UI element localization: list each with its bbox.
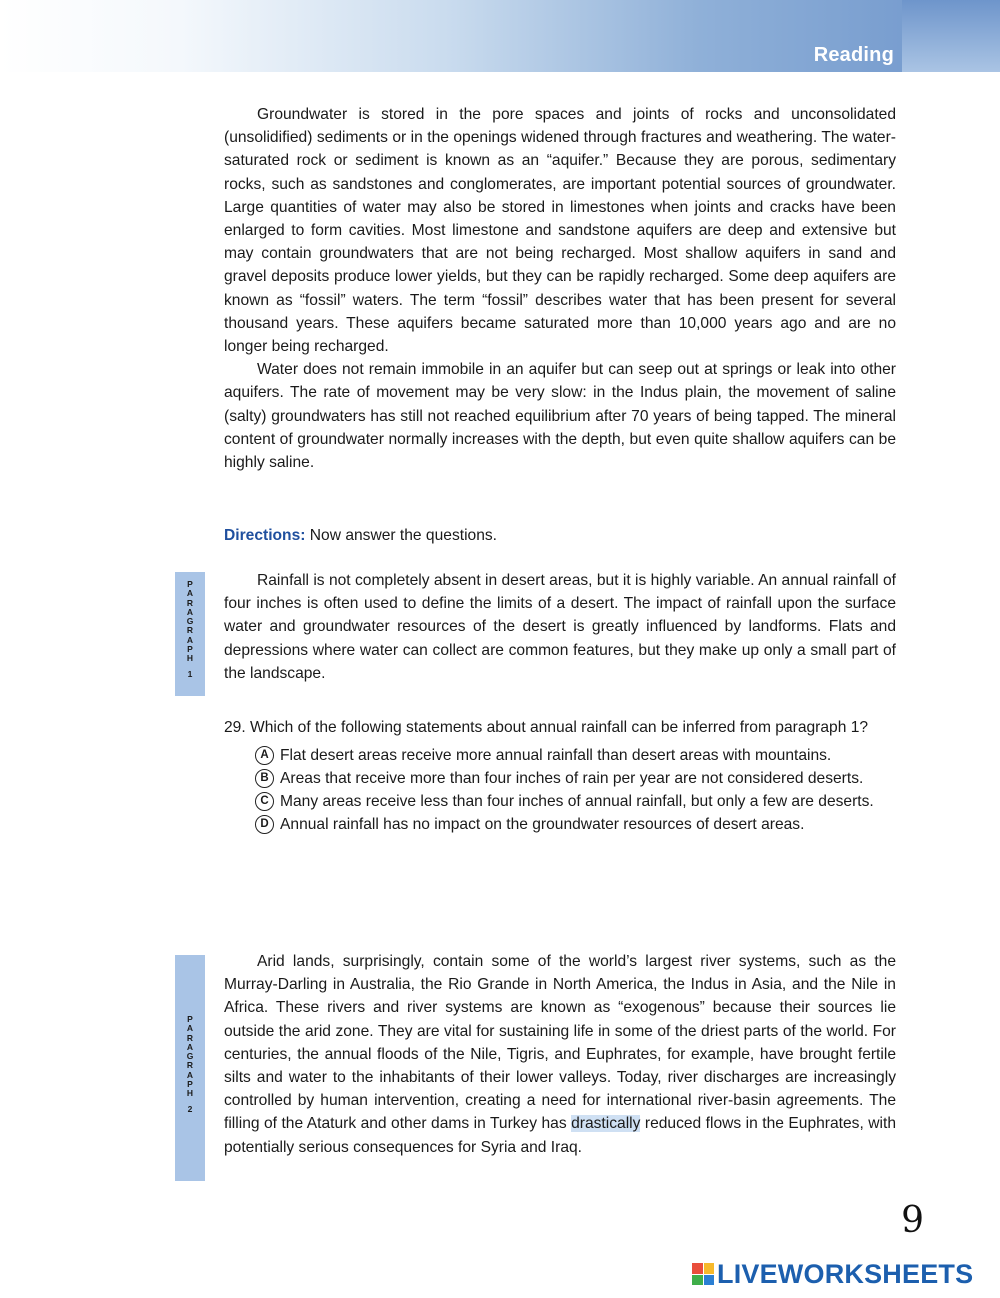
paragraph-tab-1 (175, 572, 205, 696)
paragraph-tab-letter: G (186, 1051, 194, 1062)
liveworksheets-brand[interactable] (692, 1257, 973, 1291)
paragraph-tab-letters (187, 580, 194, 664)
paragraph-2-text (224, 950, 896, 1159)
logo-square (692, 1275, 703, 1286)
answer-bubble-b[interactable]: B (255, 769, 274, 788)
paragraph-tab-letters (187, 1015, 194, 1099)
answer-option[interactable] (255, 790, 896, 814)
paragraph-tab-letter: P (187, 1079, 193, 1090)
passage-intro (224, 103, 896, 474)
logo-square (692, 1263, 703, 1274)
question-29 (224, 716, 896, 837)
question-stem: 29. Which of the following statements about annual rainfall can be inferred from paragraph 1? (224, 719, 869, 736)
paragraph-2 (224, 950, 896, 1159)
answer-option[interactable] (255, 813, 896, 837)
paragraph-tab-letter: H (186, 1088, 194, 1099)
paragraph-tab-letter: A (186, 1069, 194, 1080)
highlighted-word: drastically (571, 1115, 641, 1133)
answer-option[interactable] (255, 744, 896, 768)
paragraph-tab-number: 2 (187, 1103, 193, 1114)
liveworksheets-logo-icon (692, 1263, 714, 1285)
paragraph-1 (224, 569, 896, 685)
paragraph-tab-letter: G (186, 616, 194, 627)
paragraph-tab-letter: P (187, 644, 193, 655)
paragraph-tab-letter: P (187, 579, 193, 589)
answer-option[interactable] (255, 767, 896, 791)
paragraph-tab-letter: A (186, 1041, 194, 1052)
paragraph-tab-letter: R (186, 1032, 194, 1043)
directions-label: Directions: (224, 527, 306, 544)
paragraph-tab-letter: H (186, 653, 194, 664)
answer-option-text[interactable]: Many areas receive less than four inches of annual rainfall, but only a few are deserts. (280, 793, 874, 810)
answer-option-text[interactable]: Annual rainfall has no impact on the groundwater resources of desert areas. (280, 816, 805, 833)
paragraph-tab-letter: R (186, 625, 194, 636)
logo-square (704, 1263, 715, 1274)
paragraph-tab-number: 1 (187, 668, 193, 679)
page-number: 9 (901, 1200, 924, 1241)
directions-text: Now answer the questions. (305, 527, 498, 544)
answer-bubble-c[interactable]: C (255, 792, 274, 811)
paragraph-1-text: Rainfall is not completely absent in desert areas, but it is highly variable. An annual rainfall of four inches is often used to define the limits of a desert. The impact of rainfall upon the surface water and groundwater resources of the desert is greatly influenced by landforms. Flats and depressions where water can collect are common features, but they make up only a small part of the landscape. (224, 572, 896, 682)
paragraph-tab-letter: R (186, 1060, 194, 1071)
passage-paragraph: Groundwater is stored in the pore spaces and joints of rocks and unconsolidated (unsolidified) sediments or in the openings widened through fractures and weathering. The water-saturated rock or sediment is known as an “aquifer.” Because they are porous, sedimentary rocks, such as sandstones and conglomerates, are important potential sources of groundwater. Large quantities of water may also be stored in limestones when joints and cracks have been enlarged to form cavities. Most limestone and sandstone aquifers are deep and extensive but may contain groundwaters that are not being recharged. Most shallow aquifers in sand and gravel deposits produce lower yields, but they can be rapidly recharged. Some deep aquifers are known as “fossil” waters. The term “fossil” describes water that has been present for several thousand years. These aquifers became saturated more than 10,000 years ago and are no longer being recharged. (224, 106, 896, 356)
paragraph-tab-letter: A (186, 634, 194, 645)
paragraph-tab-2 (175, 955, 205, 1181)
answer-options (255, 744, 896, 837)
answer-bubble-d[interactable]: D (255, 815, 274, 834)
answer-bubble-a[interactable]: A (255, 746, 274, 765)
directions (224, 524, 896, 547)
paragraph-2-before: Arid lands, surprisingly, contain some of the world’s largest river systems, such as the Murray-Darling in Australia, the Rio Grande in North America, the Indus in Asia, and the Nile in Africa. These rivers and river systems are known as “exogenous” because their sources lie outside the arid zone. They are vital for sustaining life in some of the driest parts of the world. For centuries, the annual floods of the Nile, Tigris, and Euphrates, for example, have brought fertile silts and water to the inhabitants of their lower valleys. Today, river discharges are increasingly controlled by human intervention, creating a need for international river-basin agreements. The filling of the Ataturk and other dams in Turkey has (224, 953, 896, 1133)
paragraph-tab-letter: A (186, 588, 194, 599)
logo-square (704, 1275, 715, 1286)
header-accent-strip (902, 0, 1000, 72)
section-title: Reading (813, 44, 894, 66)
paragraph-2-after: reduced flows in the Euphrates, with potentially serious consequences for Syria and Iraq. (224, 1115, 896, 1156)
answer-option-text[interactable]: Flat desert areas receive more annual rainfall than desert areas with mountains. (280, 747, 832, 764)
paragraph-tab-letter: A (186, 1023, 194, 1034)
answer-option-text[interactable]: Areas that receive more than four inches of rain per year are not considered deserts. (280, 770, 864, 787)
paragraph-tab-letter: A (186, 606, 194, 617)
paragraph-tab-letter: P (187, 1014, 193, 1024)
paragraph-tab-letter: R (186, 597, 194, 608)
brand-name: LIVEWORKSHEETS (717, 1258, 974, 1289)
passage-paragraph: Water does not remain immobile in an aquifer but can seep out at springs or leak into other aquifers. The rate of movement may be very slow: in the Indus plain, the movement of saline (salty) groundwaters has still not reached equilibrium after 70 years of being tapped. The mineral content of groundwater normally increases with the depth, but even quite shallow aquifers can be highly saline. (224, 361, 896, 472)
